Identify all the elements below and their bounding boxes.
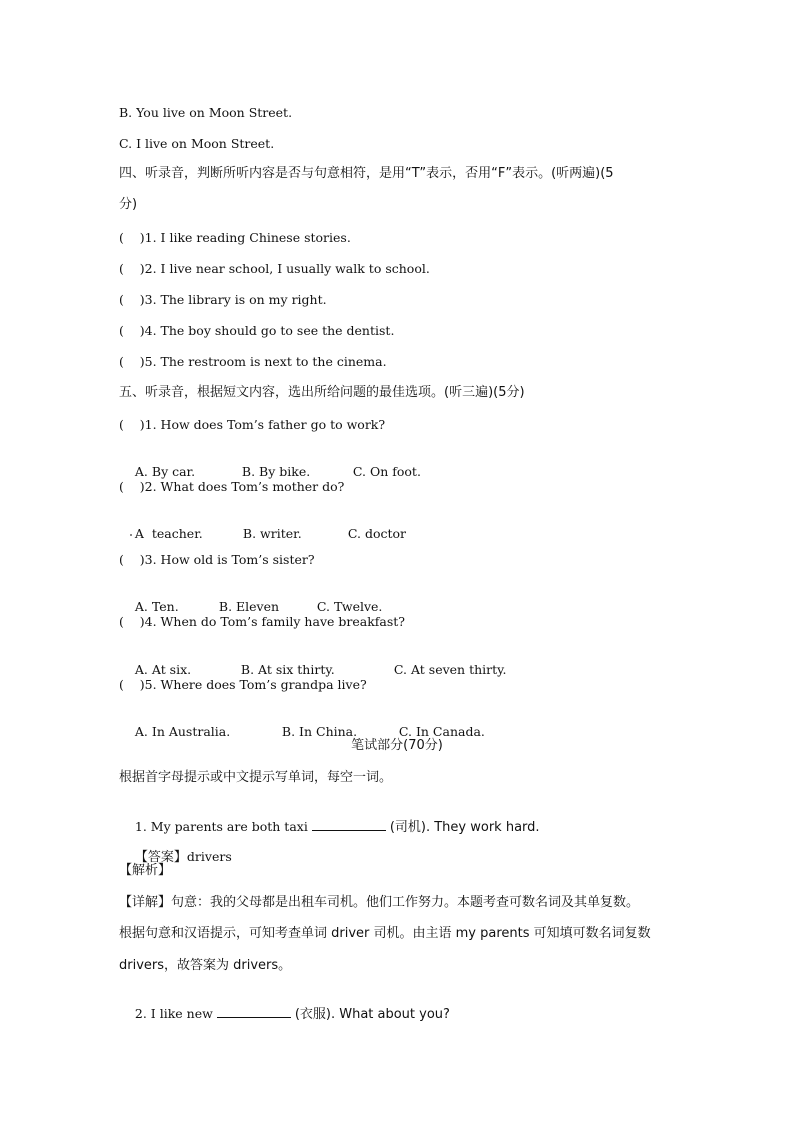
- answer-blank: [312, 818, 386, 831]
- question-line: ( )3. How old is Tom’s sister?: [119, 552, 315, 567]
- analysis-label: 【解析】: [119, 863, 172, 878]
- option-c: C. Twelve.: [316, 599, 383, 614]
- option-c: C. In Canada.: [398, 724, 485, 739]
- question-line: ( )5. The restroom is next to the cinema.: [119, 354, 387, 369]
- option-a: A. At six.: [134, 662, 192, 677]
- option-b: B. By bike.: [241, 464, 311, 479]
- option-line: B. You live on Moon Street.: [119, 105, 293, 120]
- question-line: ( )2. I live near school, I usually walk to school.: [119, 261, 430, 276]
- option-b: B. In China.: [281, 724, 358, 739]
- analysis-text: 根据句意和汉语提示，可知考查单词 driver 司机。由主语 my parents 可知填可数名词复数: [119, 926, 651, 941]
- answer-blank: [217, 1005, 291, 1018]
- question-line: ( )4. When do Tom’s family have breakfast?: [119, 614, 405, 629]
- question-text: 2. I like new: [134, 1006, 213, 1021]
- section-heading: 四、听录音，判断所听内容是否与句意相符，是用“T”表示，否用“F”表示。(听两遍)(5: [119, 166, 614, 181]
- question-line: ( )5. Where does Tom’s grandpa live?: [119, 677, 367, 692]
- section-heading: 五、听录音，根据短文内容，选出所给问题的最佳选项。(听三遍)(5分): [119, 385, 525, 400]
- question-text: (司机). They work hard.: [389, 820, 540, 835]
- option-a: A. Ten.: [134, 599, 179, 614]
- option-line: C. I live on Moon Street.: [119, 136, 275, 151]
- stray-mark: [130, 534, 132, 536]
- option-b: B. Eleven: [218, 599, 280, 614]
- option-b: B. writer.: [242, 526, 302, 541]
- analysis-text: 【详解】句意：我的父母都是出租车司机。他们工作努力。本题考查可数名词及其单复数。: [119, 895, 640, 910]
- analysis-text: drivers，故答案为 drivers。: [119, 958, 292, 973]
- option-a: A teacher.: [134, 526, 203, 541]
- answer-label: 【答案】: [134, 850, 187, 865]
- section-heading-cont: 分): [119, 197, 138, 212]
- option-c: C. On foot.: [352, 464, 421, 479]
- question-text: 1. My parents are both taxi: [134, 819, 308, 834]
- option-c: C. doctor: [347, 526, 407, 541]
- question-text: (衣服). What about you?: [294, 1007, 450, 1022]
- written-section-title: 笔试部分(70分): [351, 738, 443, 753]
- answer-value: drivers: [186, 849, 232, 864]
- option-a: A. By car.: [134, 464, 196, 479]
- option-b: B. At six thirty.: [240, 662, 335, 677]
- question-line: ( )1. I like reading Chinese stories.: [119, 230, 351, 245]
- question-line: ( )1. How does Tom’s father go to work?: [119, 417, 386, 432]
- option-c: C. At seven thirty.: [393, 662, 507, 677]
- fill-question: [119, 989, 450, 1039]
- question-line: ( )2. What does Tom’s mother do?: [119, 479, 345, 494]
- instruction: 根据首字母提示或中文提示写单词，每空一词。: [119, 770, 393, 785]
- question-line: ( )4. The boy should go to see the dentist.: [119, 323, 395, 338]
- option-a: A. In Australia.: [134, 724, 231, 739]
- question-line: ( )3. The library is on my right.: [119, 292, 327, 307]
- options-row: [119, 510, 406, 558]
